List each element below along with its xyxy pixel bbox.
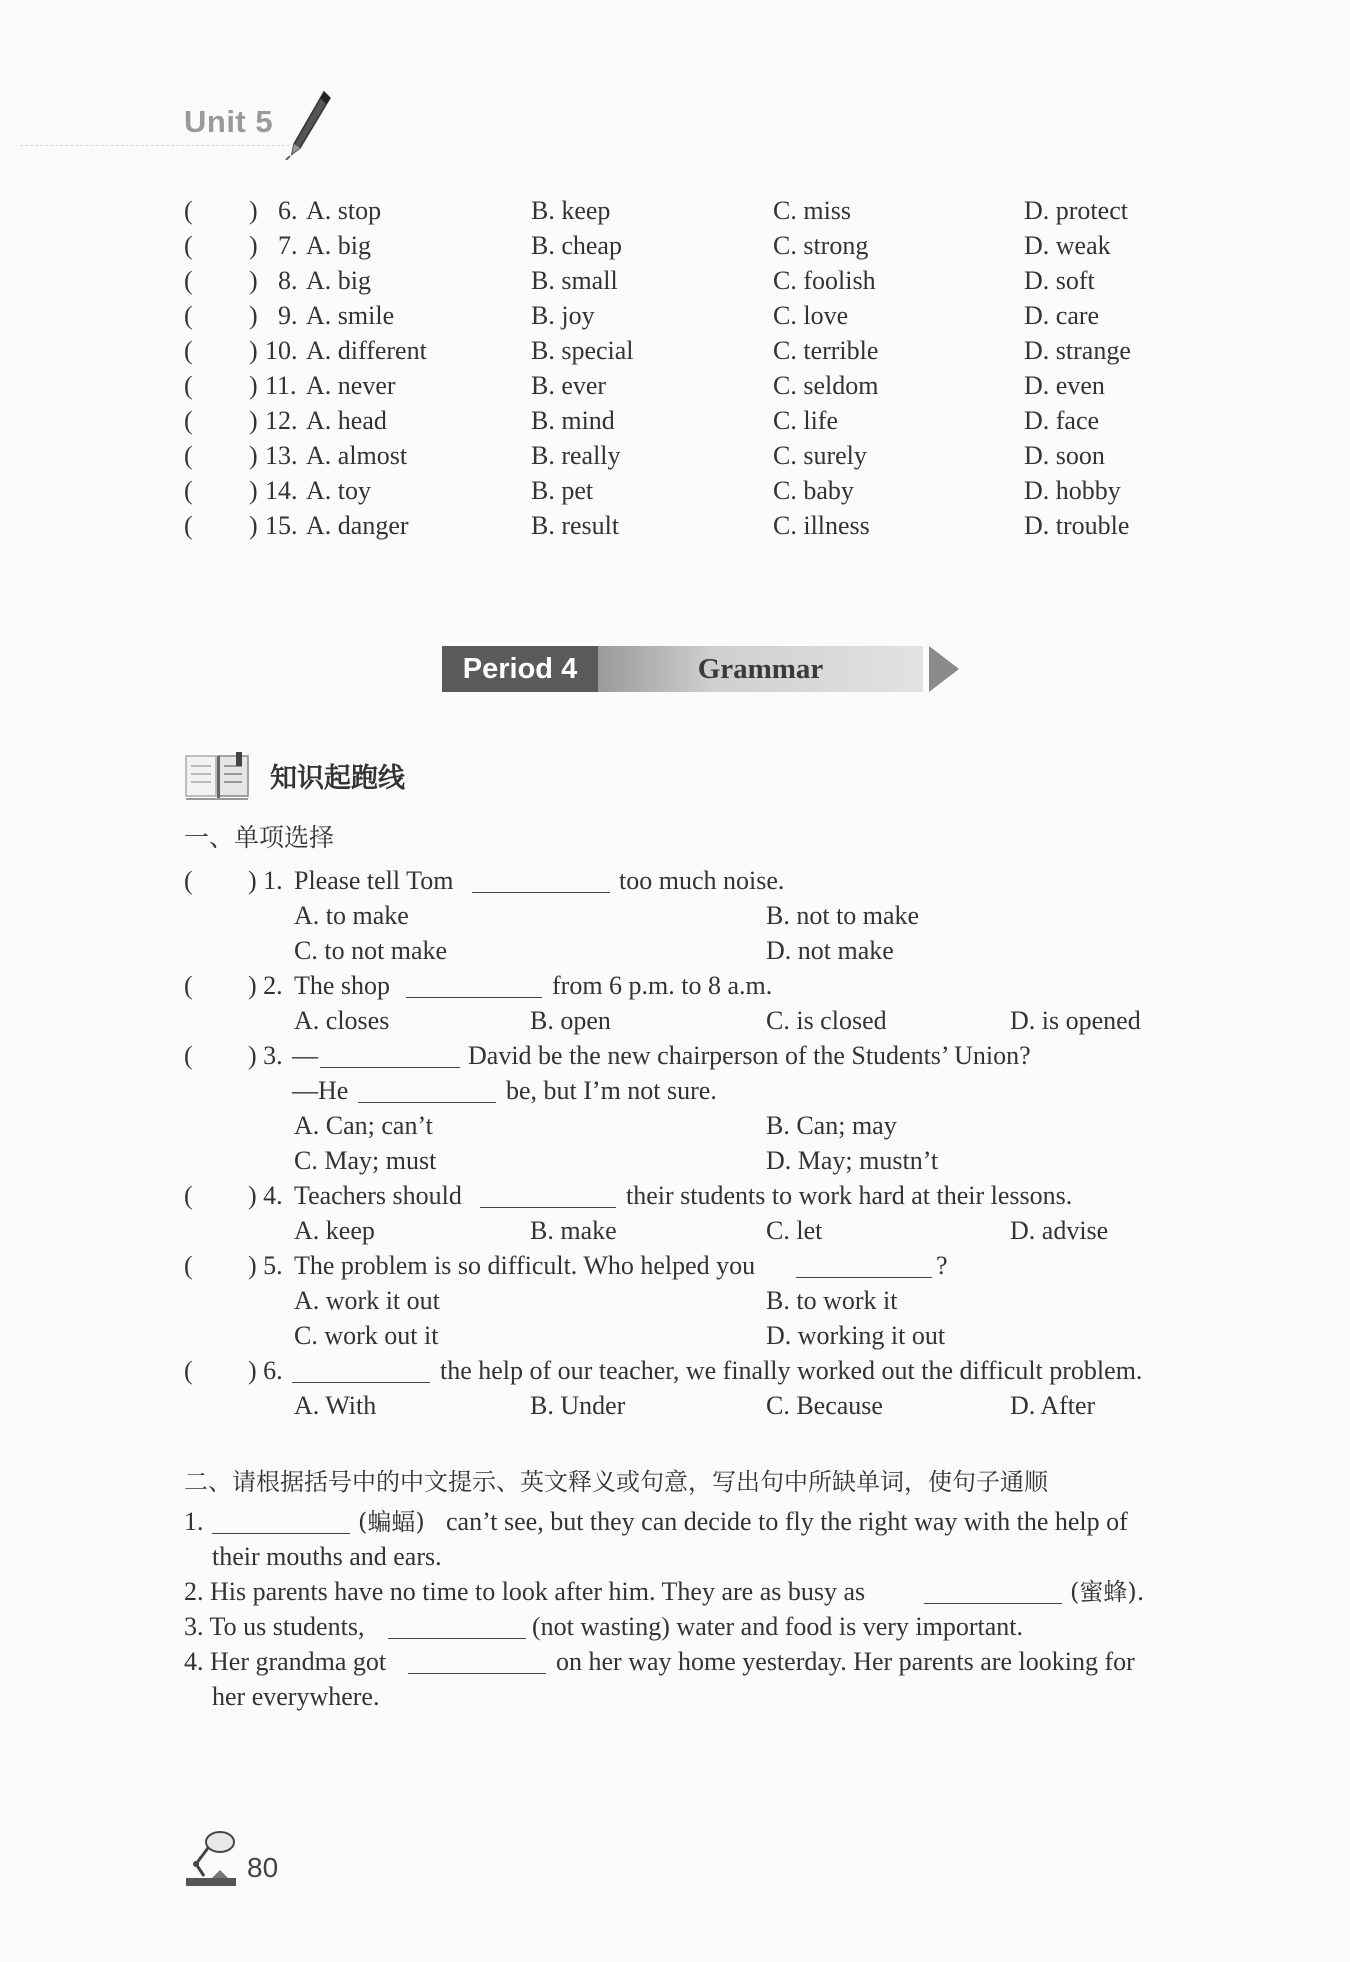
answer-blank[interactable] [388,1614,526,1639]
option-a: A. keep [294,1216,375,1245]
arrow-icon [929,646,959,692]
option-b: B. not to make [766,901,920,930]
desk-lamp-icon [182,1828,242,1890]
answer-blank[interactable] [796,1253,932,1278]
part2-heading: 二、请根据括号中的中文提示、英文释义或句意，写出句中所缺单词，使句子通顺 [184,1468,1048,1496]
question-2: ( ) 2. The shop from 6 p.m. to 8 a.m. [184,971,773,1000]
unit-title: Unit 5 [184,104,274,139]
option-b: B. to work it [766,1286,898,1315]
option-d: D. not make [766,936,894,965]
list-item: ( ) 12. A. head B. mind C. life D. face [184,406,1100,435]
list-item: ( ) 8. A. big B. small C. foolish D. soft [184,266,1095,295]
book-icon [184,752,254,802]
answer-blank[interactable] [924,1579,1062,1604]
option-a: A. work it out [294,1286,440,1315]
question-1: ( ) 1. Please tell Tom too much noise. [184,866,785,895]
answer-blank[interactable] [358,1078,496,1103]
option-a: A. closes [294,1006,390,1035]
option-d: D. May; mustn’t [766,1146,939,1175]
answer-blank[interactable] [480,1183,616,1208]
option-c: C. let [766,1216,823,1245]
list-item: ( ) 9. A. smile B. joy C. love D. care [184,301,1100,330]
answer-blank[interactable] [406,973,542,998]
sentence-4: 4. Her grandma got on her way home yesterday. Her parents are looking for [184,1647,1135,1676]
sentence-4-cont: her everywhere. [212,1682,380,1711]
option-c: C. work out it [294,1321,439,1350]
list-item: ( ) 10. A. different B. special C. terrible D. strange [184,336,1131,365]
question-5: ( ) 5. The problem is so difficult. Who helped you ? [184,1251,948,1280]
answer-blank[interactable] [292,1358,430,1383]
sentence-3: 3. To us students, (not wasting) water and food is very important. [184,1612,1023,1641]
answer-blank[interactable] [320,1043,460,1068]
option-c: C. Because [766,1391,883,1420]
page-number: 80 [247,1852,279,1883]
list-item: ( ) 14. A. toy B. pet C. baby D. hobby [184,476,1121,505]
option-c: C. is closed [766,1006,887,1035]
period-topic: Grammar [598,646,923,692]
part1-heading: 一、单项选择 [184,823,335,852]
option-a: A. Can; can’t [294,1111,433,1140]
sentence-1: 1. (蝙蝠) can’t see, but they can decide to fly the right way with the help of [184,1507,1128,1536]
option-d: D. working it out [766,1321,946,1350]
question-4: ( ) 4. Teachers should their students to work hard at their lessons. [184,1181,1073,1210]
option-c: C. to not make [294,936,448,965]
answer-blank[interactable] [408,1649,546,1674]
list-item: ( ) 15. A. danger B. result C. illness D. trouble [184,511,1130,540]
question-6: ( ) 6. the help of our teacher, we finally worked out the difficult problem. [184,1356,1143,1385]
option-b: B. Under [530,1391,626,1420]
pen-icon [284,88,334,160]
section-title: 知识起跑线 [270,763,405,794]
option-c: C. May; must [294,1146,437,1175]
question-3-reply: —He be, but I’m not sure. [292,1076,717,1105]
option-a: A. to make [294,901,409,930]
option-d: D. is opened [1010,1006,1141,1035]
period-label: Period 4 [442,646,598,692]
answer-blank[interactable] [472,868,610,893]
header-divider [20,145,290,146]
option-b: B. Can; may [766,1111,897,1140]
option-d: D. After [1010,1391,1096,1420]
option-b: B. make [530,1216,617,1245]
sentence-1-cont: their mouths and ears. [212,1542,442,1571]
question-3: ( ) 3. — David be the new chairperson of the Students’ Union? [184,1041,1031,1070]
list-item: ( ) 7. A. big B. cheap C. strong D. weak [184,231,1111,260]
list-item: ( ) 11. A. never B. ever C. seldom D. even [184,371,1105,400]
sentence-2: 2. His parents have no time to look after him. They are as busy as (蜜蜂). [184,1577,1145,1606]
answer-blank[interactable] [212,1509,350,1534]
option-a: A. With [294,1391,377,1420]
option-d: D. advise [1010,1216,1109,1245]
list-item: ( ) 13. A. almost B. really C. surely D. soon [184,441,1105,470]
list-item: ( ) 6. A. stop B. keep C. miss D. protect [184,196,1128,225]
option-b: B. open [530,1006,611,1035]
